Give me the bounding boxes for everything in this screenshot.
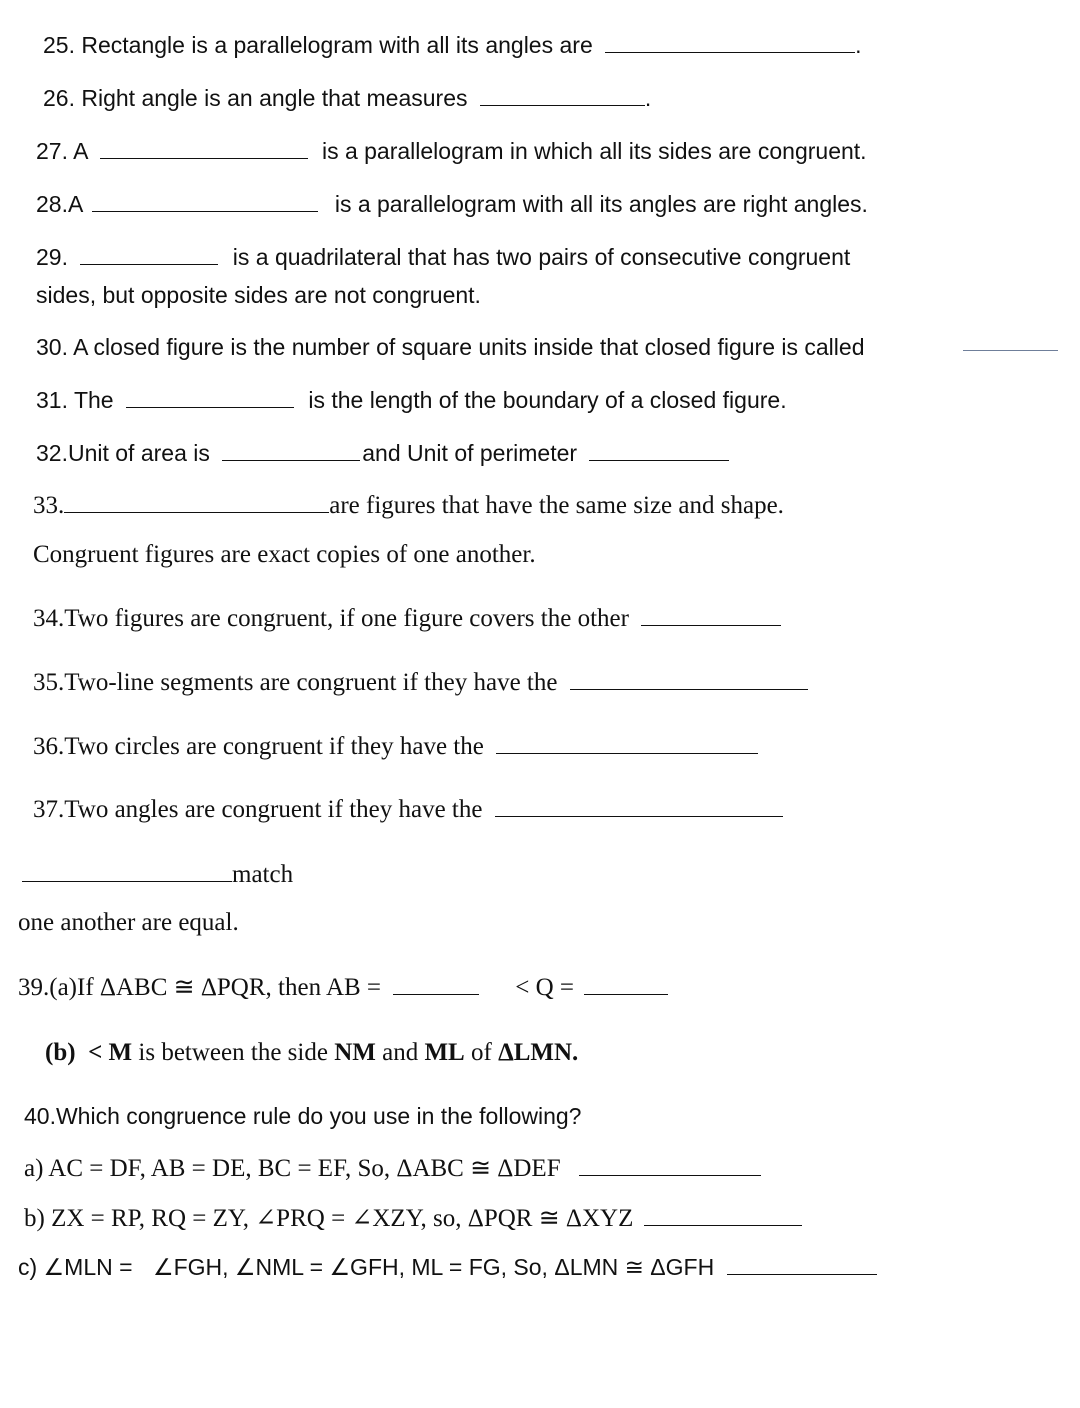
angle-m: < M <box>88 1039 133 1066</box>
answer-blank[interactable] <box>222 459 360 461</box>
answer-blank[interactable] <box>605 51 855 53</box>
question-27-text: is a parallelogram in which all its sides are congruent. <box>321 138 867 164</box>
question-32 <box>36 442 729 465</box>
answer-blank[interactable] <box>92 210 318 212</box>
question-40c-prefix: c) ∠MLN = <box>18 1254 133 1280</box>
answer-blank[interactable] <box>641 624 781 626</box>
question-28 <box>36 193 868 216</box>
question-29-line2: sides, but opposite sides are not congruent. <box>36 282 481 308</box>
question-38-line2: one another are equal. <box>18 909 239 936</box>
question-32-mid: and Unit of perimeter <box>362 440 578 466</box>
question-40a <box>24 1156 761 1181</box>
answer-blank[interactable] <box>589 459 729 461</box>
question-39b-and: and <box>382 1039 419 1066</box>
question-29 <box>36 246 850 269</box>
question-25-period: . <box>855 32 862 58</box>
question-39a-text: 39.(a)If ΔABC ≅ ΔPQR, then AB = <box>18 974 382 1001</box>
question-40c <box>18 1256 877 1279</box>
answer-blank[interactable] <box>64 511 329 513</box>
question-39a-angle: < Q = <box>515 974 575 1001</box>
question-26 <box>43 87 651 110</box>
question-33-prefix: 33. <box>33 492 65 519</box>
question-25 <box>43 34 862 57</box>
answer-blank[interactable] <box>22 880 232 882</box>
question-34-text: 34.Two figures are congruent, if one figure covers the other <box>33 605 629 632</box>
answer-blank[interactable] <box>126 406 294 408</box>
question-40b <box>24 1206 802 1231</box>
side-nm: NM <box>334 1039 376 1066</box>
question-35 <box>33 670 808 695</box>
question-34 <box>33 606 781 631</box>
question-38 <box>18 862 293 887</box>
question-39a <box>18 975 668 1000</box>
question-39b <box>45 1040 578 1065</box>
question-31-text: is the length of the boundary of a closed figure. <box>308 387 787 413</box>
question-35-text: 35.Two-line segments are congruent if they have the <box>33 669 558 696</box>
triangle-lmn: ΔLMN. <box>498 1039 579 1066</box>
question-27-prefix: 27. A <box>36 138 88 164</box>
question-37-text: 37.Two angles are congruent if they have the <box>33 796 483 823</box>
question-33-text: are figures that have the same size and shape. <box>329 492 784 519</box>
question-25-text: 25. Rectangle is a parallelogram with all its angles are <box>43 32 593 58</box>
question-40b-text: b) ZX = RP, RQ = ZY, ∠PRQ = ∠XZY, so, ΔPQR ≅ ΔXYZ <box>24 1205 634 1232</box>
answer-blank[interactable] <box>100 157 308 159</box>
question-30-text: 30. A closed figure is the number of square units inside that closed figure is called <box>36 334 865 360</box>
answer-blank[interactable] <box>495 815 783 817</box>
question-40c-text: ∠FGH, ∠NML = ∠GFH, ML = FG, So, ΔLMN ≅ ΔGFH <box>152 1254 715 1280</box>
question-31 <box>36 389 787 412</box>
answer-blank[interactable] <box>570 688 808 690</box>
question-33 <box>33 493 784 518</box>
question-37 <box>33 797 783 822</box>
question-39b-label: (b) <box>45 1039 76 1066</box>
question-29-text: is a quadrilateral that has two pairs of consecutive congruent <box>232 244 851 270</box>
question-28-prefix: 28.A <box>36 191 83 217</box>
answer-blank[interactable] <box>579 1174 761 1176</box>
answer-blank[interactable] <box>644 1224 802 1226</box>
question-28-text: is a parallelogram with all its angles are right angles. <box>334 191 868 217</box>
question-31-prefix: 31. The <box>36 387 114 413</box>
answer-blank[interactable] <box>963 350 1058 351</box>
question-40-heading: 40.Which congruence rule do you use in the following? <box>24 1103 582 1129</box>
question-26-period: . <box>644 85 652 111</box>
question-38-match: match <box>232 861 294 888</box>
question-33-line2: Congruent figures are exact copies of one another. <box>33 541 536 568</box>
question-40a-text: a) AC = DF, AB = DE, BC = EF, So, ΔABC ≅ ΔDEF <box>24 1155 561 1182</box>
question-30 <box>36 336 864 359</box>
question-36-text: 36.Two circles are congruent if they have the <box>33 733 484 760</box>
answer-blank[interactable] <box>393 993 479 995</box>
question-32-prefix: 32.Unit of area is <box>36 440 210 466</box>
question-26-text: 26. Right angle is an angle that measures <box>43 85 468 111</box>
question-29-prefix: 29. <box>36 244 68 270</box>
question-36 <box>33 734 758 759</box>
answer-blank[interactable] <box>727 1273 877 1275</box>
answer-blank[interactable] <box>80 263 218 265</box>
answer-blank[interactable] <box>496 752 758 754</box>
question-27 <box>36 140 867 163</box>
answer-blank[interactable] <box>584 993 668 995</box>
question-39b-text: is between the side <box>138 1039 328 1066</box>
side-ml: ML <box>424 1039 465 1066</box>
answer-blank[interactable] <box>480 104 645 106</box>
question-39b-of: of <box>470 1039 492 1066</box>
